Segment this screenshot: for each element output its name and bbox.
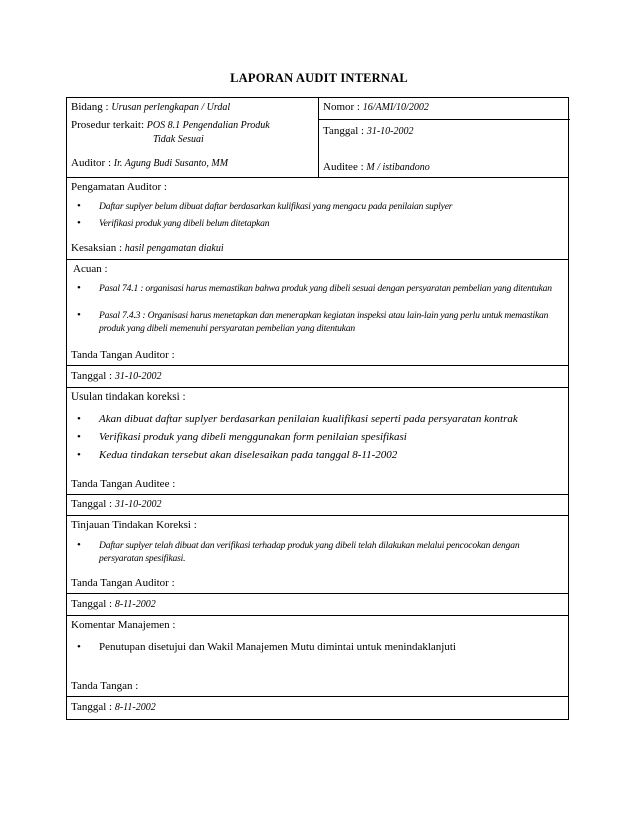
pengamatan-item-text: Daftar suplyer belum dibuat daftar berdasarkan kulifikasi yang mengacu pada penilaian suplyer xyxy=(99,201,453,212)
audit-form-table xyxy=(66,97,569,720)
usulan-signature-label: Tanda Tangan Auditee : xyxy=(71,478,176,490)
tanggal-label: Tanggal : xyxy=(323,125,367,137)
section-divider xyxy=(67,515,568,516)
nomor-label: Nomor : xyxy=(323,101,363,113)
auditor-label: Auditor : xyxy=(71,157,114,169)
nomor-divider xyxy=(318,119,570,120)
usulan-item-text: Kedua tindakan tersebut akan diselesaikan pada tanggal 8-11-2002 xyxy=(99,449,398,461)
bidang-row xyxy=(71,101,230,114)
kesaksian-label: Kesaksian : xyxy=(71,242,125,254)
auditee-label: Auditee : xyxy=(323,161,367,173)
kesaksian-value: hasil pengamatan diakui xyxy=(124,243,224,254)
komentar-date-value: 8-11-2002 xyxy=(114,702,156,713)
acuan-item-text: Pasal 7.4.3 : Organisasi harus menetapkan dan menerapkan kegiatan inspeksi atau lain-lain yang perlu untuk memastikan produk yang dibeli memenuhi persyaratan pembelian yang ditentukan xyxy=(99,310,549,334)
acuan-heading: Acuan : xyxy=(73,263,108,275)
pengamatan-item-text: Verifikasi produk yang dibeli belum ditetapkan xyxy=(99,218,270,229)
tinjauan-item-text: Daftar suplyer telah dibuat dan verifikasi terhadap produk yang dibeli telah dilakukan melalui pencocokan dengan persyaratan spesifikasi. xyxy=(99,540,520,564)
bidang-value: Urusan perlengkapan / Urdal xyxy=(111,102,231,113)
acuan-date-label: Tanggal : xyxy=(71,370,115,382)
acuan-date-row xyxy=(71,370,162,383)
tinjauan-date-value: 8-11-2002 xyxy=(114,599,156,610)
bullet-glyph: • xyxy=(77,449,81,461)
acuan-item-text: Pasal 74.1 : organisasi harus memastikan bahwa produk yang dibeli sesuai dengan persyaratan pembelian yang ditentukan xyxy=(99,283,552,294)
bullet-glyph: • xyxy=(77,539,81,551)
komentar-date-row xyxy=(71,701,156,714)
usulan-date-label: Tanggal : xyxy=(71,498,115,510)
bullet-glyph: • xyxy=(77,217,81,229)
section-divider xyxy=(67,387,568,388)
nomor-row xyxy=(323,101,429,114)
acuan-date-value: 31-10-2002 xyxy=(114,371,162,382)
usulan-item-text: Akan dibuat daftar suplyer berdasarkan penilaian kualifikasi seperti pada persyaratan kontrak xyxy=(99,413,518,425)
bullet-glyph: • xyxy=(77,200,81,212)
prosedur-row xyxy=(71,119,270,132)
komentar-item-text: Penutupan disetujui dan Wakil Manajemen Mutu dimintai untuk menindaklanjuti xyxy=(99,641,456,653)
tinjauan-date-label: Tanggal : xyxy=(71,598,115,610)
row-divider xyxy=(67,593,568,594)
pengamatan-heading: Pengamatan Auditor : xyxy=(71,181,167,193)
bullet-glyph: • xyxy=(77,641,81,653)
auditor-value: Ir. Agung Budi Susanto, MM xyxy=(113,158,229,169)
usulan-heading: Usulan tindakan koreksi : xyxy=(71,391,186,403)
auditor-row xyxy=(71,157,228,170)
bullet-glyph: • xyxy=(77,431,81,443)
komentar-heading: Komentar Manajemen : xyxy=(71,619,176,631)
section-divider xyxy=(67,615,568,616)
header-column-divider xyxy=(318,98,319,177)
usulan-item-text: Verifikasi produk yang dibeli menggunakan form penilaian spesifikasi xyxy=(99,431,407,443)
kesaksian-row xyxy=(71,242,224,255)
komentar-date-label: Tanggal : xyxy=(71,701,115,713)
tanggal-row xyxy=(323,125,414,138)
nomor-value: 16/AMI/10/2002 xyxy=(362,102,429,113)
row-divider xyxy=(67,494,568,495)
bullet-glyph: • xyxy=(77,282,81,294)
row-divider xyxy=(67,696,568,697)
row-divider xyxy=(67,365,568,366)
acuan-signature-label: Tanda Tangan Auditor : xyxy=(71,349,175,361)
bullet-glyph: • xyxy=(77,413,81,425)
section-divider xyxy=(67,259,568,260)
komentar-signature-label: Tanda Tangan : xyxy=(71,680,139,692)
report-title: LAPORAN AUDIT INTERNAL xyxy=(230,71,408,85)
section-divider xyxy=(67,177,568,178)
usulan-date-row xyxy=(71,498,162,511)
prosedur-value-1: POS 8.1 Pengendalian Produk xyxy=(146,120,270,131)
usulan-date-value: 31-10-2002 xyxy=(114,499,162,510)
tanggal-value: 31-10-2002 xyxy=(366,126,414,137)
tinjauan-heading: Tinjauan Tindakan Koreksi : xyxy=(71,519,197,531)
tinjauan-date-row xyxy=(71,598,156,611)
bullet-glyph: • xyxy=(77,309,81,321)
bidang-label: Bidang : xyxy=(71,101,112,113)
tinjauan-signature-label: Tanda Tangan Auditor : xyxy=(71,577,175,589)
prosedur-value-2: Tidak Sesuai xyxy=(153,134,204,145)
auditee-row xyxy=(323,161,430,174)
prosedur-label: Prosedur terkait: xyxy=(71,119,147,131)
auditee-value: M / istibandono xyxy=(366,162,430,173)
